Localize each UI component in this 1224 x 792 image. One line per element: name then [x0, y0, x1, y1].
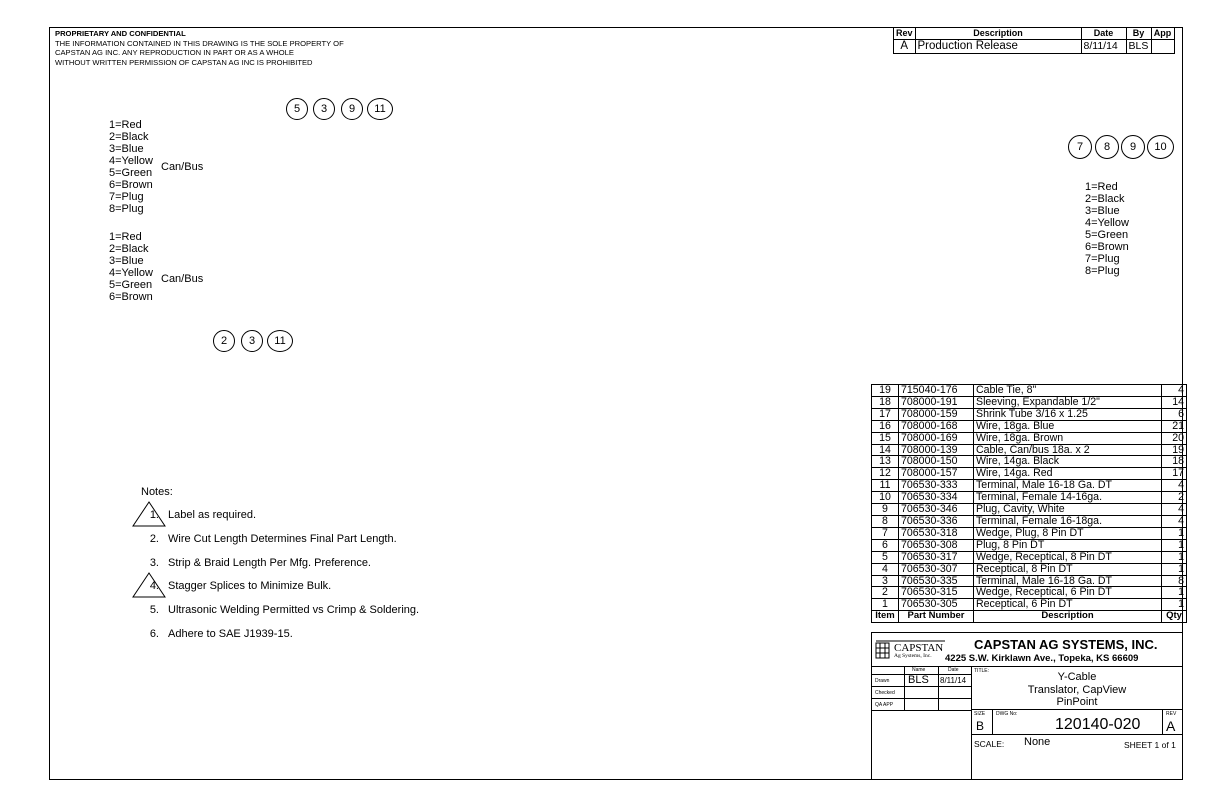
pin-label: 8=Plug: [109, 203, 144, 215]
rev-by-cell: BLS: [1126, 40, 1151, 54]
logo-subtext: Ag Systems, Inc.: [894, 653, 932, 659]
drawing-title-line: PinPoint: [1056, 696, 1098, 708]
bill-of-materials: [871, 384, 1187, 623]
bom-row: [872, 420, 1187, 432]
pin-label: 1=Red: [109, 231, 142, 243]
connector-2-pinout: [109, 231, 153, 303]
bom-qty-cell: 4: [1162, 385, 1187, 397]
bom-item-cell: 1: [872, 599, 899, 611]
name-header: Name: [912, 667, 926, 673]
bom-qty-cell: 8: [1162, 575, 1187, 587]
bom-description-cell: Wedge, Plug, 8 Pin DT: [974, 527, 1162, 539]
canbus-label: Can/Bus: [161, 273, 204, 285]
note-number: 2.: [149, 533, 159, 545]
pin-label: 7=Plug: [1085, 253, 1120, 265]
bom-row: [872, 587, 1187, 599]
notes-title: Notes:: [141, 486, 173, 498]
pin-label: 4=Yellow: [109, 155, 153, 167]
bom-part-cell: 708000-168: [899, 420, 974, 432]
note-number: 5.: [149, 604, 159, 616]
note-text: Wire Cut Length Determines Final Part Length.: [168, 533, 397, 545]
drawing-title-line: Y-Cable: [1057, 671, 1097, 683]
bom-item-cell: 10: [872, 492, 899, 504]
proprietary-line: THE INFORMATION CONTAINED IN THIS DRAWING IS THE SOLE PROPERTY OF: [55, 38, 344, 48]
dwg-label: DWG No:: [996, 711, 1018, 717]
bom-part-cell: 706530-336: [899, 515, 974, 527]
bom-item-header: Item: [872, 611, 899, 623]
bom-item-cell: 18: [872, 396, 899, 408]
bom-header-row: [872, 611, 1187, 623]
rev-description-cell: Production Release: [915, 40, 1081, 54]
bom-row: [872, 444, 1187, 456]
bom-description-cell: Wedge, Receptical, 8 Pin DT: [974, 551, 1162, 563]
scale-label: SCALE:: [974, 739, 1005, 749]
bom-part-cell: 706530-317: [899, 551, 974, 563]
bom-row: [872, 539, 1187, 551]
callout-balloon: 2: [213, 330, 235, 352]
note-text: Stagger Splices to Minimize Bulk.: [168, 580, 332, 592]
bom-item-cell: 8: [872, 515, 899, 527]
title-label: TITLE:: [974, 668, 990, 674]
pin-label: 3=Blue: [109, 255, 144, 267]
bom-item-cell: 2: [872, 587, 899, 599]
bom-qty-cell: 1: [1162, 587, 1187, 599]
bom-qty-cell: 1: [1162, 539, 1187, 551]
qa-label: QA APP: [875, 702, 894, 708]
bom-qty-cell: 1: [1162, 551, 1187, 563]
bom-qty-cell: 6: [1162, 408, 1187, 420]
pin-label: 6=Brown: [109, 179, 153, 191]
bom-item-cell: 17: [872, 408, 899, 420]
logo-text: CAPSTAN: [894, 642, 944, 654]
bom-description-cell: Sleeving, Expandable 1/2": [974, 396, 1162, 408]
note-number: 3.: [149, 557, 159, 569]
bom-part-cell: 706530-305: [899, 599, 974, 611]
bom-qty-cell: 14: [1162, 396, 1187, 408]
proprietary-heading: PROPRIETARY AND CONFIDENTIAL: [55, 29, 186, 38]
bom-description-cell: Receptical, 6 Pin DT: [974, 599, 1162, 611]
proprietary-line: CAPSTAN AG INC. ANY REPRODUCTION IN PART OR AS A WHOLE: [55, 48, 294, 57]
bom-qty-cell: 19: [1162, 444, 1187, 456]
bom-row: [872, 527, 1187, 539]
callout-balloon: 9: [1121, 135, 1145, 159]
bom-qty-cell: 21: [1162, 420, 1187, 432]
callout-balloon: 3: [241, 330, 263, 352]
bom-row: [872, 432, 1187, 444]
pin-label: 5=Green: [109, 167, 153, 179]
bom-qty-cell: 1: [1162, 563, 1187, 575]
pin-label: 5=Green: [109, 279, 153, 291]
pin-label: 6=Brown: [1085, 241, 1129, 253]
callout-balloon: 5: [286, 98, 308, 120]
bom-item-cell: 9: [872, 504, 899, 516]
bom-qty-cell: 4: [1162, 504, 1187, 516]
bom-item-cell: 5: [872, 551, 899, 563]
bom-description-cell: Wire, 14ga. Red: [974, 468, 1162, 480]
pin-label: 4=Yellow: [1085, 217, 1129, 229]
bom-part-cell: 708000-159: [899, 408, 974, 420]
bom-description-cell: Wire, 14ga. Black: [974, 456, 1162, 468]
drawn-name: BLS: [908, 674, 929, 686]
bom-qty-cell: 20: [1162, 432, 1187, 444]
app-header: App: [1151, 28, 1174, 40]
bom-item-cell: 11: [872, 480, 899, 492]
bom-qty-cell: 1: [1162, 599, 1187, 611]
connector-1-pinout: [109, 119, 153, 215]
bom-item-cell: 3: [872, 575, 899, 587]
bom-qty-cell: 4: [1162, 515, 1187, 527]
pin-label: 2=Black: [109, 243, 149, 255]
company-name: CAPSTAN AG SYSTEMS, INC.: [974, 637, 1158, 652]
bom-item-cell: 7: [872, 527, 899, 539]
note-text: Ultrasonic Welding Permitted vs Crimp & Soldering.: [168, 604, 420, 616]
bom-description-cell: Terminal, Male 16-18 Ga. DT: [974, 480, 1162, 492]
bom-row: [872, 515, 1187, 527]
bom-row: [872, 504, 1187, 516]
bom-description-cell: Terminal, Male 16-18 Ga. DT: [974, 575, 1162, 587]
pin-label: 4=Yellow: [109, 267, 153, 279]
rev-header: Rev: [894, 28, 916, 40]
note-number: 1.: [149, 509, 159, 521]
bom-qty-cell: 18: [1162, 456, 1187, 468]
bom-row: [872, 492, 1187, 504]
rev-app-cell: [1151, 40, 1174, 54]
callout-balloon: 11: [367, 98, 393, 120]
connector-3-pinout: [1085, 181, 1129, 277]
callout-balloon: 3: [313, 98, 335, 120]
bom-description-cell: Plug, 8 Pin DT: [974, 539, 1162, 551]
bom-part-cell: 706530-307: [899, 563, 974, 575]
drawing-number: 120140-020: [1055, 716, 1141, 733]
bom-description-cell: Receptical, 8 Pin DT: [974, 563, 1162, 575]
sheet-size: B: [976, 719, 985, 733]
pin-label: 2=Black: [109, 131, 149, 143]
pin-label: 8=Plug: [1085, 265, 1120, 277]
bom-item-cell: 12: [872, 468, 899, 480]
description-header: Description: [915, 28, 1081, 40]
revision-letter: A: [1166, 718, 1176, 734]
bom-qty-cell: 1: [1162, 527, 1187, 539]
callout-balloon: 7: [1068, 135, 1092, 159]
size-label: SIZE: [974, 711, 986, 717]
pin-label: 1=Red: [1085, 181, 1118, 193]
bom-description-cell: Terminal, Female 14-16ga.: [974, 492, 1162, 504]
bom-description-cell: Cable, Can/bus 18a. x 2: [974, 444, 1162, 456]
revision-table: [893, 27, 1175, 54]
note-text: Strip & Braid Length Per Mfg. Preference.: [168, 557, 371, 569]
bom-part-header: Part Number: [899, 611, 974, 623]
bom-part-cell: 708000-139: [899, 444, 974, 456]
title-block: [871, 632, 1183, 780]
rev-cell: A: [894, 40, 916, 54]
bom-qty-cell: 2: [1162, 492, 1187, 504]
date-header: Date: [948, 667, 959, 673]
drawn-date: 8/11/14: [940, 676, 967, 685]
bom-part-cell: 708000-150: [899, 456, 974, 468]
scale-value: None: [1024, 736, 1051, 748]
bom-description-cell: Terminal, Female 16-18ga.: [974, 515, 1162, 527]
bom-item-cell: 19: [872, 385, 899, 397]
note-number: 4.: [149, 580, 159, 592]
bom-part-cell: 706530-335: [899, 575, 974, 587]
bom-part-cell: 708000-157: [899, 468, 974, 480]
callout-balloon: 8: [1095, 135, 1119, 159]
bom-row: [872, 551, 1187, 563]
bom-qty-header: Qty: [1162, 611, 1187, 623]
bom-part-cell: 706530-346: [899, 504, 974, 516]
bom-description-cell: Wire, 18ga. Blue: [974, 420, 1162, 432]
proprietary-notice: [55, 29, 344, 67]
bom-row: [872, 468, 1187, 480]
bom-item-cell: 4: [872, 563, 899, 575]
bom-description-header: Description: [974, 611, 1162, 623]
pin-label: 5=Green: [1085, 229, 1129, 241]
proprietary-line: WITHOUT WRITTEN PERMISSION OF CAPSTAN AG INC IS PROHIBITED: [55, 57, 313, 67]
pin-label: 3=Blue: [109, 143, 144, 155]
drawn-label: Drawn: [875, 678, 890, 684]
note-text: Adhere to SAE J1939-15.: [168, 628, 293, 640]
note-text: Label as required.: [168, 509, 257, 521]
pin-label: 7=Plug: [109, 191, 144, 203]
bom-row: [872, 599, 1187, 611]
bom-part-cell: 715040-176: [899, 385, 974, 397]
bom-row: [872, 408, 1187, 420]
bom-item-cell: 13: [872, 456, 899, 468]
bom-item-cell: 16: [872, 420, 899, 432]
bom-part-cell: 706530-318: [899, 527, 974, 539]
bom-description-cell: Wedge, Receptical, 6 Pin DT: [974, 587, 1162, 599]
pin-label: 6=Brown: [109, 291, 153, 303]
pin-label: 1=Red: [109, 119, 142, 131]
callout-balloon: 11: [267, 330, 293, 352]
bom-row: [872, 575, 1187, 587]
bom-row: [872, 456, 1187, 468]
bom-part-cell: 708000-191: [899, 396, 974, 408]
bom-item-cell: 15: [872, 432, 899, 444]
note-number: 6.: [149, 628, 159, 640]
bom-row: [872, 563, 1187, 575]
company-address: 4225 S.W. Kirklawn Ave., Topeka, KS 66609: [945, 653, 1139, 664]
bom-part-cell: 706530-315: [899, 587, 974, 599]
by-header: By: [1126, 28, 1151, 40]
sheet-number: SHEET 1 of 1: [1124, 740, 1176, 750]
bom-part-cell: 706530-334: [899, 492, 974, 504]
bom-description-cell: Shrink Tube 3/16 x 1.25: [974, 408, 1162, 420]
bom-row: [872, 385, 1187, 397]
bom-description-cell: Plug, Cavity, White: [974, 504, 1162, 516]
bom-row: [872, 396, 1187, 408]
checked-label: Checked: [875, 690, 895, 696]
bom-part-cell: 706530-308: [899, 539, 974, 551]
rev-date-cell: 8/11/14: [1081, 40, 1126, 54]
bom-description-cell: Cable Tie, 8": [974, 385, 1162, 397]
bom-qty-cell: 17: [1162, 468, 1187, 480]
bom-item-cell: 6: [872, 539, 899, 551]
pin-label: 2=Black: [1085, 193, 1125, 205]
date-header: Date: [1081, 28, 1126, 40]
canbus-label: Can/Bus: [161, 161, 204, 173]
pin-label: 3=Blue: [1085, 205, 1120, 217]
bom-item-cell: 14: [872, 444, 899, 456]
bom-row: [872, 480, 1187, 492]
bom-part-cell: 708000-169: [899, 432, 974, 444]
bom-part-cell: 706530-333: [899, 480, 974, 492]
drawing-title-line: Translator, CapView: [1027, 684, 1127, 696]
bom-qty-cell: 4: [1162, 480, 1187, 492]
rev-label: REV: [1166, 711, 1177, 717]
callout-balloon: 10: [1147, 135, 1174, 159]
bom-description-cell: Wire, 18ga. Brown: [974, 432, 1162, 444]
callout-balloon: 9: [341, 98, 363, 120]
